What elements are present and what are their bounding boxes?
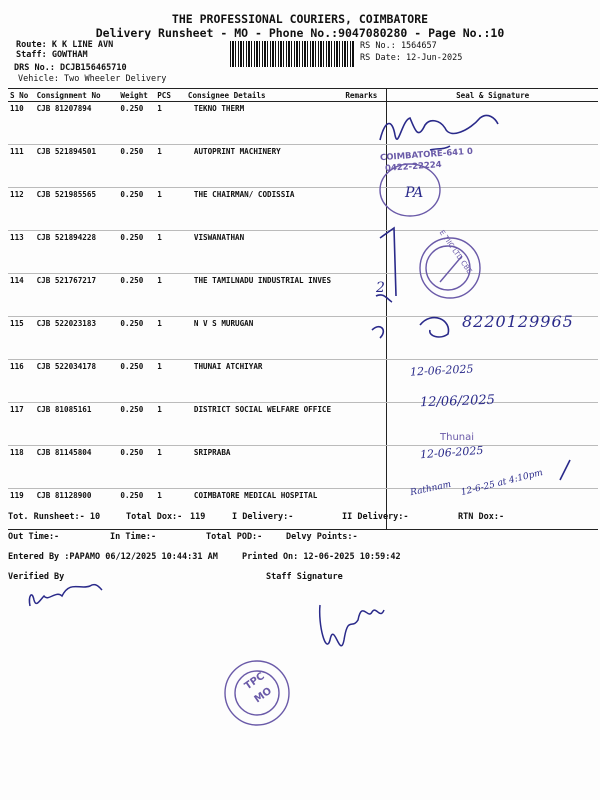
bottom-stamp-line2: MO — [252, 685, 274, 706]
cell-pcs: 1 — [155, 188, 186, 231]
cell-remarks — [343, 317, 386, 360]
table-row — [8, 274, 598, 317]
col-signature: Seal & Signature — [387, 89, 598, 102]
cell-consignee: THE TAMILNADU INDUSTRIAL INVES — [186, 274, 343, 317]
cell-pcs: 1 — [155, 102, 186, 145]
company-name: THE PROFESSIONAL COURIERS, COIMBATORE — [171, 12, 429, 26]
stamp-row114: E TIIC LTD CBE — [437, 228, 474, 276]
cell-weight: 0.250 — [118, 102, 155, 145]
total-dox-label: Total Dox:- — [126, 512, 183, 522]
cell-sno: 112 — [8, 188, 35, 231]
handwriting-row114-num: 2 — [376, 280, 385, 296]
delvy-points: Delvy Points:- — [286, 532, 358, 542]
col-weight: Weight — [118, 89, 155, 102]
handwriting-row119-time: 12-6-25 at 4:10pm — [460, 467, 544, 499]
drs-number: DRS No.: DCJB156465710 — [14, 63, 127, 73]
cell-weight: 0.250 — [118, 489, 155, 530]
table-row — [8, 403, 598, 446]
out-time: Out Time:- — [8, 532, 60, 542]
cell-weight: 0.250 — [118, 188, 155, 231]
cell-weight: 0.250 — [118, 274, 155, 317]
total-dox-value: 119 — [190, 512, 206, 522]
printed-on: Printed On: 12-06-2025 10:59:42 — [242, 552, 401, 562]
cell-signature — [387, 403, 598, 446]
cell-sno: 118 — [8, 446, 35, 489]
cell-consignee: COIMBATORE MEDICAL HOSPITAL — [186, 489, 343, 530]
col-sno: S No — [8, 89, 35, 102]
cell-signature — [387, 102, 598, 145]
cell-weight: 0.250 — [118, 446, 155, 489]
cell-weight: 0.250 — [118, 360, 155, 403]
tot-runsheet: Tot. Runsheet:- 10 — [8, 512, 101, 522]
cell-pcs: 1 — [155, 231, 186, 274]
cell-consignee: VISWANATHAN — [186, 231, 343, 274]
cell-consignee: DISTRICT SOCIAL WELFARE OFFICE — [186, 403, 343, 446]
cell-sno: 119 — [8, 489, 35, 530]
cell-sno: 111 — [8, 145, 35, 188]
cell-consignee: THE CHAIRMAN/ CODISSIA — [186, 188, 343, 231]
cell-consignment: CJB 81085161 — [35, 403, 119, 446]
cell-pcs: 1 — [155, 446, 186, 489]
col-pcs: PCS — [155, 89, 186, 102]
vehicle-label: Vehicle: Two Wheeler Delivery — [18, 74, 167, 84]
cell-consignment: CJB 81128900 — [35, 489, 119, 530]
cell-consignee: N V S MURUGAN — [186, 317, 343, 360]
table-row — [8, 489, 598, 530]
cell-remarks — [343, 231, 386, 274]
cell-sno: 114 — [8, 274, 35, 317]
rs-number: RS No.: 1564657 — [360, 41, 437, 51]
cell-consignee: THUNAI ATCHIYAR — [186, 360, 343, 403]
cell-consignment: CJB 521985565 — [35, 188, 119, 231]
cell-remarks — [343, 489, 386, 530]
barcode — [230, 41, 354, 67]
cell-weight: 0.250 — [118, 145, 155, 188]
cell-sno: 110 — [8, 102, 35, 145]
rs-date: RS Date: 12-Jun-2025 — [360, 53, 463, 63]
handwriting-row116: 12-06-2025 — [409, 362, 474, 379]
cell-consignment: CJB 522034178 — [35, 360, 119, 403]
cell-sno: 113 — [8, 231, 35, 274]
handwriting-row118: 12-06-2025 — [419, 443, 484, 462]
table-row — [8, 145, 598, 188]
cell-remarks — [343, 360, 386, 403]
stamp-row111-line1: COIMBATORE-641 0 — [379, 146, 474, 164]
runsheet-table — [8, 88, 598, 530]
cell-weight: 0.250 — [118, 317, 155, 360]
table-row — [8, 231, 598, 274]
col-consignee: Consignee Details — [186, 89, 343, 102]
cell-consignee: SRIPRABA — [186, 446, 343, 489]
col-consignment: Consignment No — [35, 89, 119, 102]
cell-sno: 117 — [8, 403, 35, 446]
cell-pcs: 1 — [155, 489, 186, 530]
cell-remarks — [343, 188, 386, 231]
entered-by: Entered By :PAPAMO 06/12/2025 10:44:31 AM — [8, 552, 218, 562]
stamp-row118: Thunai — [440, 432, 475, 443]
handwriting-row117: 12/06/2025 — [419, 392, 496, 411]
cell-consignee: AUTOPRINT MACHINERY — [186, 145, 343, 188]
verified-by: Verified By — [8, 572, 65, 582]
cell-consignment: CJB 521894228 — [35, 231, 119, 274]
total-pod: Total POD:- — [206, 532, 263, 542]
i-delivery: I Delivery:- — [232, 512, 294, 522]
rtn-dox: RTN Dox:- — [458, 512, 505, 522]
cell-consignment: CJB 522023183 — [35, 317, 119, 360]
cell-pcs: 1 — [155, 145, 186, 188]
table-header-row — [8, 89, 598, 102]
cell-sno: 115 — [8, 317, 35, 360]
ii-delivery: II Delivery:- — [342, 512, 409, 522]
handwriting-row119-name: Rathnam — [409, 479, 453, 499]
cell-signature — [387, 274, 598, 317]
cell-weight: 0.250 — [118, 231, 155, 274]
route-label: Route: K K LINE AVN — [16, 40, 114, 50]
handwriting-row112: PA — [405, 185, 424, 201]
cell-consignment: CJB 81145804 — [35, 446, 119, 489]
table-row — [8, 102, 598, 145]
bottom-stamp-line1: TPC — [242, 670, 267, 693]
cell-consignee: TEKNO THERM — [186, 102, 343, 145]
cell-pcs: 1 — [155, 403, 186, 446]
cell-pcs: 1 — [155, 274, 186, 317]
cell-sno: 116 — [8, 360, 35, 403]
cell-consignment: CJB 81207894 — [35, 102, 119, 145]
col-remarks: Remarks — [343, 89, 386, 102]
cell-consignment: CJB 521894501 — [35, 145, 119, 188]
staff-label: Staff: GOWTHAM — [16, 50, 88, 60]
runsheet-title: Delivery Runsheet - MO - Phone No.:9047080280 - Page No.:10 — [95, 26, 505, 40]
table-row — [8, 188, 598, 231]
handwriting-row115: 8220129965 — [462, 312, 574, 331]
table-row — [8, 360, 598, 403]
cell-remarks — [343, 403, 386, 446]
cell-pcs: 1 — [155, 360, 186, 403]
cell-consignment: CJB 521767217 — [35, 274, 119, 317]
staff-signature: Staff Signature — [266, 572, 343, 582]
cell-pcs: 1 — [155, 317, 186, 360]
stamp-row111-line2: 0422-22224 — [384, 160, 443, 174]
cell-remarks — [343, 102, 386, 145]
cell-remarks — [343, 446, 386, 489]
in-time: In Time:- — [110, 532, 157, 542]
cell-weight: 0.250 — [118, 403, 155, 446]
cell-remarks — [343, 145, 386, 188]
cell-signature — [387, 228, 598, 276]
